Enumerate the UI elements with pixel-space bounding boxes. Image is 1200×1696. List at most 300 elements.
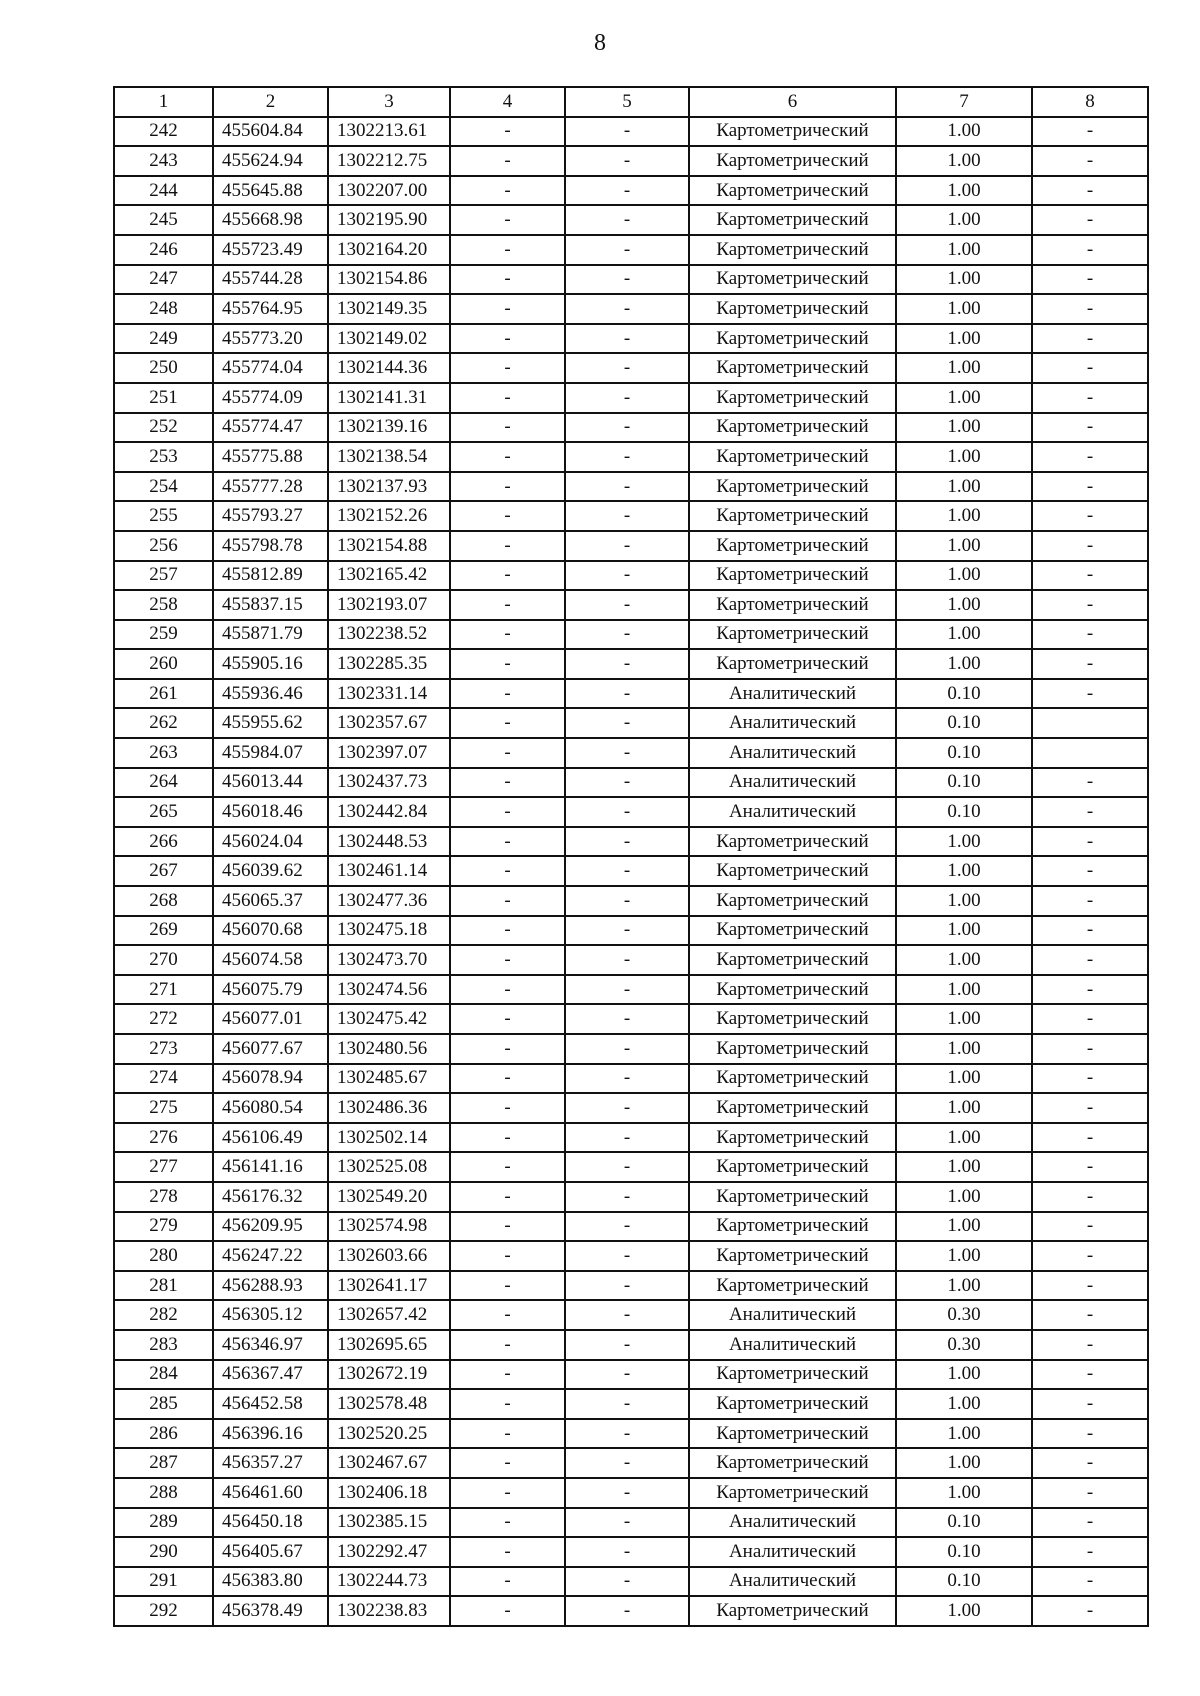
table-row xyxy=(114,1596,1148,1626)
table-row xyxy=(114,768,1148,798)
col-8-cell: - xyxy=(1032,146,1148,176)
table-row xyxy=(114,1300,1148,1330)
table-row xyxy=(114,1537,1148,1567)
column-header: 3 xyxy=(328,87,450,117)
coordinate-x-cell: 456077.01 xyxy=(213,1004,328,1034)
coordinate-y-cell: 1302238.52 xyxy=(328,620,450,650)
coordinate-x-cell: 455645.88 xyxy=(213,176,328,206)
col-4-cell: - xyxy=(450,945,565,975)
accuracy-cell: 1.00 xyxy=(896,1389,1032,1419)
coordinate-x-cell: 455793.27 xyxy=(213,501,328,531)
point-number-cell: 260 xyxy=(114,649,213,679)
col-8-cell: - xyxy=(1032,117,1148,147)
method-cell: Картометрический xyxy=(689,1596,896,1626)
col-5-cell: - xyxy=(565,1123,689,1153)
point-number-cell: 268 xyxy=(114,886,213,916)
method-cell: Картометрический xyxy=(689,561,896,591)
table-row xyxy=(114,501,1148,531)
point-number-cell: 273 xyxy=(114,1034,213,1064)
coordinate-y-cell: 1302525.08 xyxy=(328,1152,450,1182)
point-number-cell: 256 xyxy=(114,531,213,561)
coordinate-y-cell: 1302385.15 xyxy=(328,1508,450,1538)
point-number-cell: 276 xyxy=(114,1123,213,1153)
col-4-cell: - xyxy=(450,1537,565,1567)
table-row xyxy=(114,916,1148,946)
coordinate-x-cell: 456247.22 xyxy=(213,1241,328,1271)
accuracy-cell: 1.00 xyxy=(896,413,1032,443)
point-number-cell: 246 xyxy=(114,235,213,265)
coordinate-y-cell: 1302149.35 xyxy=(328,294,450,324)
accuracy-cell: 1.00 xyxy=(896,1064,1032,1094)
accuracy-cell: 1.00 xyxy=(896,235,1032,265)
method-cell: Картометрический xyxy=(689,1419,896,1449)
accuracy-cell: 1.00 xyxy=(896,442,1032,472)
table-row xyxy=(114,205,1148,235)
col-8-cell: - xyxy=(1032,649,1148,679)
col-4-cell: - xyxy=(450,1152,565,1182)
accuracy-cell: 1.00 xyxy=(896,265,1032,295)
col-4-cell: - xyxy=(450,1064,565,1094)
table-row xyxy=(114,590,1148,620)
accuracy-cell: 1.00 xyxy=(896,975,1032,1005)
coordinate-y-cell: 1302475.18 xyxy=(328,916,450,946)
method-cell: Картометрический xyxy=(689,916,896,946)
coordinate-x-cell: 456078.94 xyxy=(213,1064,328,1094)
col-5-cell: - xyxy=(565,1241,689,1271)
point-number-cell: 281 xyxy=(114,1271,213,1301)
coordinate-x-cell: 456305.12 xyxy=(213,1300,328,1330)
col-8-cell: - xyxy=(1032,531,1148,561)
col-4-cell: - xyxy=(450,1478,565,1508)
col-4-cell: - xyxy=(450,886,565,916)
col-4-cell: - xyxy=(450,1093,565,1123)
coordinate-x-cell: 456070.68 xyxy=(213,916,328,946)
point-number-cell: 291 xyxy=(114,1567,213,1597)
coordinate-x-cell: 455774.47 xyxy=(213,413,328,443)
col-4-cell: - xyxy=(450,1271,565,1301)
table-row xyxy=(114,413,1148,443)
coordinate-y-cell: 1302212.75 xyxy=(328,146,450,176)
col-8-cell: - xyxy=(1032,205,1148,235)
accuracy-cell: 1.00 xyxy=(896,1419,1032,1449)
col-4-cell: - xyxy=(450,324,565,354)
col-5-cell: - xyxy=(565,620,689,650)
method-cell: Аналитический xyxy=(689,738,896,768)
col-4-cell: - xyxy=(450,1419,565,1449)
point-number-cell: 267 xyxy=(114,856,213,886)
col-8-cell: - xyxy=(1032,413,1148,443)
col-5-cell: - xyxy=(565,1419,689,1449)
coordinate-x-cell: 456039.62 xyxy=(213,856,328,886)
coordinate-x-cell: 456405.67 xyxy=(213,1537,328,1567)
table-row xyxy=(114,1152,1148,1182)
coordinate-y-cell: 1302149.02 xyxy=(328,324,450,354)
accuracy-cell: 1.00 xyxy=(896,1360,1032,1390)
method-cell: Картометрический xyxy=(689,146,896,176)
coordinate-x-cell: 455984.07 xyxy=(213,738,328,768)
method-cell: Картометрический xyxy=(689,531,896,561)
method-cell: Картометрический xyxy=(689,827,896,857)
accuracy-cell: 1.00 xyxy=(896,531,1032,561)
coordinate-y-cell: 1302657.42 xyxy=(328,1300,450,1330)
col-8-cell: - xyxy=(1032,916,1148,946)
col-5-cell: - xyxy=(565,1152,689,1182)
col-5-cell: - xyxy=(565,1448,689,1478)
method-cell: Картометрический xyxy=(689,1448,896,1478)
col-5-cell: - xyxy=(565,117,689,147)
col-4-cell: - xyxy=(450,1389,565,1419)
method-cell: Картометрический xyxy=(689,294,896,324)
point-number-cell: 277 xyxy=(114,1152,213,1182)
col-5-cell: - xyxy=(565,1478,689,1508)
method-cell: Картометрический xyxy=(689,265,896,295)
coordinate-y-cell: 1302473.70 xyxy=(328,945,450,975)
col-5-cell: - xyxy=(565,945,689,975)
table-row xyxy=(114,975,1148,1005)
table-row xyxy=(114,1508,1148,1538)
table-row xyxy=(114,1004,1148,1034)
method-cell: Картометрический xyxy=(689,1123,896,1153)
col-5-cell: - xyxy=(565,827,689,857)
col-5-cell: - xyxy=(565,205,689,235)
coordinate-y-cell: 1302486.36 xyxy=(328,1093,450,1123)
col-4-cell: - xyxy=(450,265,565,295)
method-cell: Аналитический xyxy=(689,1567,896,1597)
method-cell: Картометрический xyxy=(689,472,896,502)
col-8-cell: - xyxy=(1032,768,1148,798)
col-8-cell: - xyxy=(1032,265,1148,295)
point-number-cell: 258 xyxy=(114,590,213,620)
col-4-cell: - xyxy=(450,1241,565,1271)
coordinate-x-cell: 455668.98 xyxy=(213,205,328,235)
col-8-cell: - xyxy=(1032,975,1148,1005)
coordinate-y-cell: 1302448.53 xyxy=(328,827,450,857)
method-cell: Картометрический xyxy=(689,324,896,354)
method-cell: Картометрический xyxy=(689,1093,896,1123)
column-header: 5 xyxy=(565,87,689,117)
coordinate-y-cell: 1302474.56 xyxy=(328,975,450,1005)
point-number-cell: 254 xyxy=(114,472,213,502)
col-4-cell: - xyxy=(450,1448,565,1478)
accuracy-cell: 0.10 xyxy=(896,708,1032,738)
col-5-cell: - xyxy=(565,146,689,176)
point-number-cell: 261 xyxy=(114,679,213,709)
col-8-cell: - xyxy=(1032,1508,1148,1538)
accuracy-cell: 1.00 xyxy=(896,176,1032,206)
coordinate-y-cell: 1302437.73 xyxy=(328,768,450,798)
table-row xyxy=(114,146,1148,176)
accuracy-cell: 0.10 xyxy=(896,679,1032,709)
coordinate-y-cell: 1302480.56 xyxy=(328,1034,450,1064)
col-8-cell: - xyxy=(1032,827,1148,857)
accuracy-cell: 1.00 xyxy=(896,620,1032,650)
coordinate-y-cell: 1302477.36 xyxy=(328,886,450,916)
coordinate-x-cell: 456396.16 xyxy=(213,1419,328,1449)
col-4-cell: - xyxy=(450,768,565,798)
col-5-cell: - xyxy=(565,916,689,946)
accuracy-cell: 0.30 xyxy=(896,1330,1032,1360)
coordinate-y-cell: 1302603.66 xyxy=(328,1241,450,1271)
col-5-cell: - xyxy=(565,235,689,265)
col-8-cell: - xyxy=(1032,561,1148,591)
col-4-cell: - xyxy=(450,442,565,472)
point-number-cell: 274 xyxy=(114,1064,213,1094)
accuracy-cell: 1.00 xyxy=(896,1448,1032,1478)
coordinate-x-cell: 456367.47 xyxy=(213,1360,328,1390)
col-4-cell: - xyxy=(450,413,565,443)
method-cell: Картометрический xyxy=(689,1478,896,1508)
col-4-cell: - xyxy=(450,1567,565,1597)
method-cell: Картометрический xyxy=(689,856,896,886)
col-8-cell: - xyxy=(1032,294,1148,324)
col-8-cell: - xyxy=(1032,1004,1148,1034)
accuracy-cell: 0.10 xyxy=(896,797,1032,827)
coordinate-y-cell: 1302207.00 xyxy=(328,176,450,206)
col-8-cell: - xyxy=(1032,1064,1148,1094)
method-cell: Картометрический xyxy=(689,383,896,413)
point-number-cell: 271 xyxy=(114,975,213,1005)
coordinate-y-cell: 1302331.14 xyxy=(328,679,450,709)
col-4-cell: - xyxy=(450,1034,565,1064)
coordinate-x-cell: 456461.60 xyxy=(213,1478,328,1508)
col-8-cell: - xyxy=(1032,1241,1148,1271)
col-4-cell: - xyxy=(450,916,565,946)
coordinate-y-cell: 1302574.98 xyxy=(328,1212,450,1242)
point-number-cell: 283 xyxy=(114,1330,213,1360)
col-8-cell: - xyxy=(1032,1419,1148,1449)
col-8-cell: - xyxy=(1032,472,1148,502)
col-4-cell: - xyxy=(450,1212,565,1242)
point-number-cell: 252 xyxy=(114,413,213,443)
col-4-cell: - xyxy=(450,856,565,886)
table-row xyxy=(114,1093,1148,1123)
point-number-cell: 253 xyxy=(114,442,213,472)
table-row xyxy=(114,1478,1148,1508)
col-4-cell: - xyxy=(450,235,565,265)
table-row xyxy=(114,797,1148,827)
col-4-cell: - xyxy=(450,620,565,650)
col-4-cell: - xyxy=(450,649,565,679)
method-cell: Аналитический xyxy=(689,768,896,798)
point-number-cell: 272 xyxy=(114,1004,213,1034)
coordinate-x-cell: 455837.15 xyxy=(213,590,328,620)
method-cell: Аналитический xyxy=(689,1508,896,1538)
col-8-cell: - xyxy=(1032,176,1148,206)
table-row xyxy=(114,827,1148,857)
method-cell: Картометрический xyxy=(689,117,896,147)
col-8-cell: - xyxy=(1032,856,1148,886)
coordinate-y-cell: 1302195.90 xyxy=(328,205,450,235)
table-row xyxy=(114,265,1148,295)
col-8-cell: - xyxy=(1032,1271,1148,1301)
col-5-cell: - xyxy=(565,324,689,354)
col-4-cell: - xyxy=(450,1004,565,1034)
table-row xyxy=(114,294,1148,324)
point-number-cell: 263 xyxy=(114,738,213,768)
accuracy-cell: 1.00 xyxy=(896,590,1032,620)
col-5-cell: - xyxy=(565,1093,689,1123)
accuracy-cell: 1.00 xyxy=(896,916,1032,946)
column-header: 6 xyxy=(689,87,896,117)
col-5-cell: - xyxy=(565,886,689,916)
coordinate-x-cell: 455764.95 xyxy=(213,294,328,324)
col-8-cell: - xyxy=(1032,679,1148,709)
col-8-cell: - xyxy=(1032,1034,1148,1064)
col-8-cell: - xyxy=(1032,1093,1148,1123)
coordinate-x-cell: 456378.49 xyxy=(213,1596,328,1626)
header-row xyxy=(114,87,1148,117)
table-row xyxy=(114,945,1148,975)
accuracy-cell: 1.00 xyxy=(896,1152,1032,1182)
coordinate-y-cell: 1302695.65 xyxy=(328,1330,450,1360)
col-4-cell: - xyxy=(450,1330,565,1360)
col-4-cell: - xyxy=(450,1123,565,1153)
coordinate-x-cell: 456013.44 xyxy=(213,768,328,798)
coordinate-y-cell: 1302406.18 xyxy=(328,1478,450,1508)
col-4-cell: - xyxy=(450,353,565,383)
col-4-cell: - xyxy=(450,590,565,620)
col-4-cell: - xyxy=(450,294,565,324)
column-header: 8 xyxy=(1032,87,1148,117)
col-8-cell: - xyxy=(1032,1123,1148,1153)
point-number-cell: 255 xyxy=(114,501,213,531)
col-5-cell: - xyxy=(565,1064,689,1094)
point-number-cell: 265 xyxy=(114,797,213,827)
accuracy-cell: 1.00 xyxy=(896,117,1032,147)
col-5-cell: - xyxy=(565,856,689,886)
point-number-cell: 284 xyxy=(114,1360,213,1390)
col-4-cell: - xyxy=(450,1300,565,1330)
column-header: 1 xyxy=(114,87,213,117)
accuracy-cell: 0.10 xyxy=(896,1567,1032,1597)
accuracy-cell: 1.00 xyxy=(896,1478,1032,1508)
point-number-cell: 259 xyxy=(114,620,213,650)
col-8-cell: - xyxy=(1032,1567,1148,1597)
point-number-cell: 266 xyxy=(114,827,213,857)
coordinate-x-cell: 456077.67 xyxy=(213,1034,328,1064)
col-4-cell: - xyxy=(450,472,565,502)
point-number-cell: 249 xyxy=(114,324,213,354)
accuracy-cell: 1.00 xyxy=(896,886,1032,916)
coordinate-x-cell: 456080.54 xyxy=(213,1093,328,1123)
point-number-cell: 270 xyxy=(114,945,213,975)
method-cell: Картометрический xyxy=(689,1064,896,1094)
method-cell: Картометрический xyxy=(689,1182,896,1212)
method-cell: Картометрический xyxy=(689,975,896,1005)
coordinate-y-cell: 1302144.36 xyxy=(328,353,450,383)
table-row xyxy=(114,1567,1148,1597)
point-number-cell: 247 xyxy=(114,265,213,295)
coordinate-y-cell: 1302672.19 xyxy=(328,1360,450,1390)
col-5-cell: - xyxy=(565,1360,689,1390)
point-number-cell: 250 xyxy=(114,353,213,383)
coordinate-x-cell: 455777.28 xyxy=(213,472,328,502)
point-number-cell: 262 xyxy=(114,708,213,738)
method-cell: Картометрический xyxy=(689,413,896,443)
col-5-cell: - xyxy=(565,1271,689,1301)
coordinate-y-cell: 1302641.17 xyxy=(328,1271,450,1301)
point-number-cell: 245 xyxy=(114,205,213,235)
coordinate-y-cell: 1302154.86 xyxy=(328,265,450,295)
col-5-cell: - xyxy=(565,413,689,443)
accuracy-cell: 1.00 xyxy=(896,472,1032,502)
col-5-cell: - xyxy=(565,1567,689,1597)
accuracy-cell: 1.00 xyxy=(896,294,1032,324)
table-row xyxy=(114,324,1148,354)
col-4-cell: - xyxy=(450,383,565,413)
col-8-cell: - xyxy=(1032,235,1148,265)
coordinate-x-cell: 456288.93 xyxy=(213,1271,328,1301)
coordinate-y-cell: 1302165.42 xyxy=(328,561,450,591)
col-8-cell: - xyxy=(1032,1596,1148,1626)
col-8-cell: - xyxy=(1032,1478,1148,1508)
coordinate-y-cell: 1302475.42 xyxy=(328,1004,450,1034)
table-row xyxy=(114,1212,1148,1242)
coordinate-x-cell: 455773.20 xyxy=(213,324,328,354)
col-5-cell: - xyxy=(565,442,689,472)
coordinate-x-cell: 456024.04 xyxy=(213,827,328,857)
col-8-cell: - xyxy=(1032,590,1148,620)
coordinate-x-cell: 455871.79 xyxy=(213,620,328,650)
col-5-cell: - xyxy=(565,1537,689,1567)
coordinate-y-cell: 1302578.48 xyxy=(328,1389,450,1419)
col-4-cell: - xyxy=(450,561,565,591)
method-cell: Картометрический xyxy=(689,1271,896,1301)
point-number-cell: 269 xyxy=(114,916,213,946)
col-4-cell: - xyxy=(450,1596,565,1626)
method-cell: Картометрический xyxy=(689,1212,896,1242)
col-8-cell: - xyxy=(1032,797,1148,827)
coordinate-y-cell: 1302292.47 xyxy=(328,1537,450,1567)
column-header: 4 xyxy=(450,87,565,117)
coordinate-x-cell: 455955.62 xyxy=(213,708,328,738)
coordinate-x-cell: 456065.37 xyxy=(213,886,328,916)
col-4-cell: - xyxy=(450,501,565,531)
coordinate-x-cell: 455775.88 xyxy=(213,442,328,472)
col-5-cell: - xyxy=(565,383,689,413)
accuracy-cell: 1.00 xyxy=(896,1034,1032,1064)
col-5-cell: - xyxy=(565,1182,689,1212)
col-8-cell: - xyxy=(1032,1212,1148,1242)
coordinate-y-cell: 1302193.07 xyxy=(328,590,450,620)
col-8-cell: - xyxy=(1032,353,1148,383)
accuracy-cell: 1.00 xyxy=(896,561,1032,591)
col-5-cell: - xyxy=(565,768,689,798)
point-number-cell: 288 xyxy=(114,1478,213,1508)
point-number-cell: 282 xyxy=(114,1300,213,1330)
col-4-cell: - xyxy=(450,1360,565,1390)
col-5-cell: - xyxy=(565,265,689,295)
method-cell: Картометрический xyxy=(689,1034,896,1064)
col-5-cell: - xyxy=(565,501,689,531)
table-row xyxy=(114,1182,1148,1212)
col-5-cell: - xyxy=(565,1596,689,1626)
col-5-cell: - xyxy=(565,1300,689,1330)
coordinate-y-cell: 1302485.67 xyxy=(328,1064,450,1094)
method-cell: Аналитический xyxy=(689,797,896,827)
col-4-cell: - xyxy=(450,1182,565,1212)
accuracy-cell: 1.00 xyxy=(896,1004,1032,1034)
accuracy-cell: 1.00 xyxy=(896,324,1032,354)
point-number-cell: 278 xyxy=(114,1182,213,1212)
accuracy-cell: 0.10 xyxy=(896,768,1032,798)
table-row xyxy=(114,620,1148,650)
coordinate-y-cell: 1302138.54 xyxy=(328,442,450,472)
table-row xyxy=(114,1034,1148,1064)
coordinate-y-cell: 1302549.20 xyxy=(328,1182,450,1212)
coordinate-x-cell: 455798.78 xyxy=(213,531,328,561)
col-8-cell xyxy=(1032,738,1148,768)
